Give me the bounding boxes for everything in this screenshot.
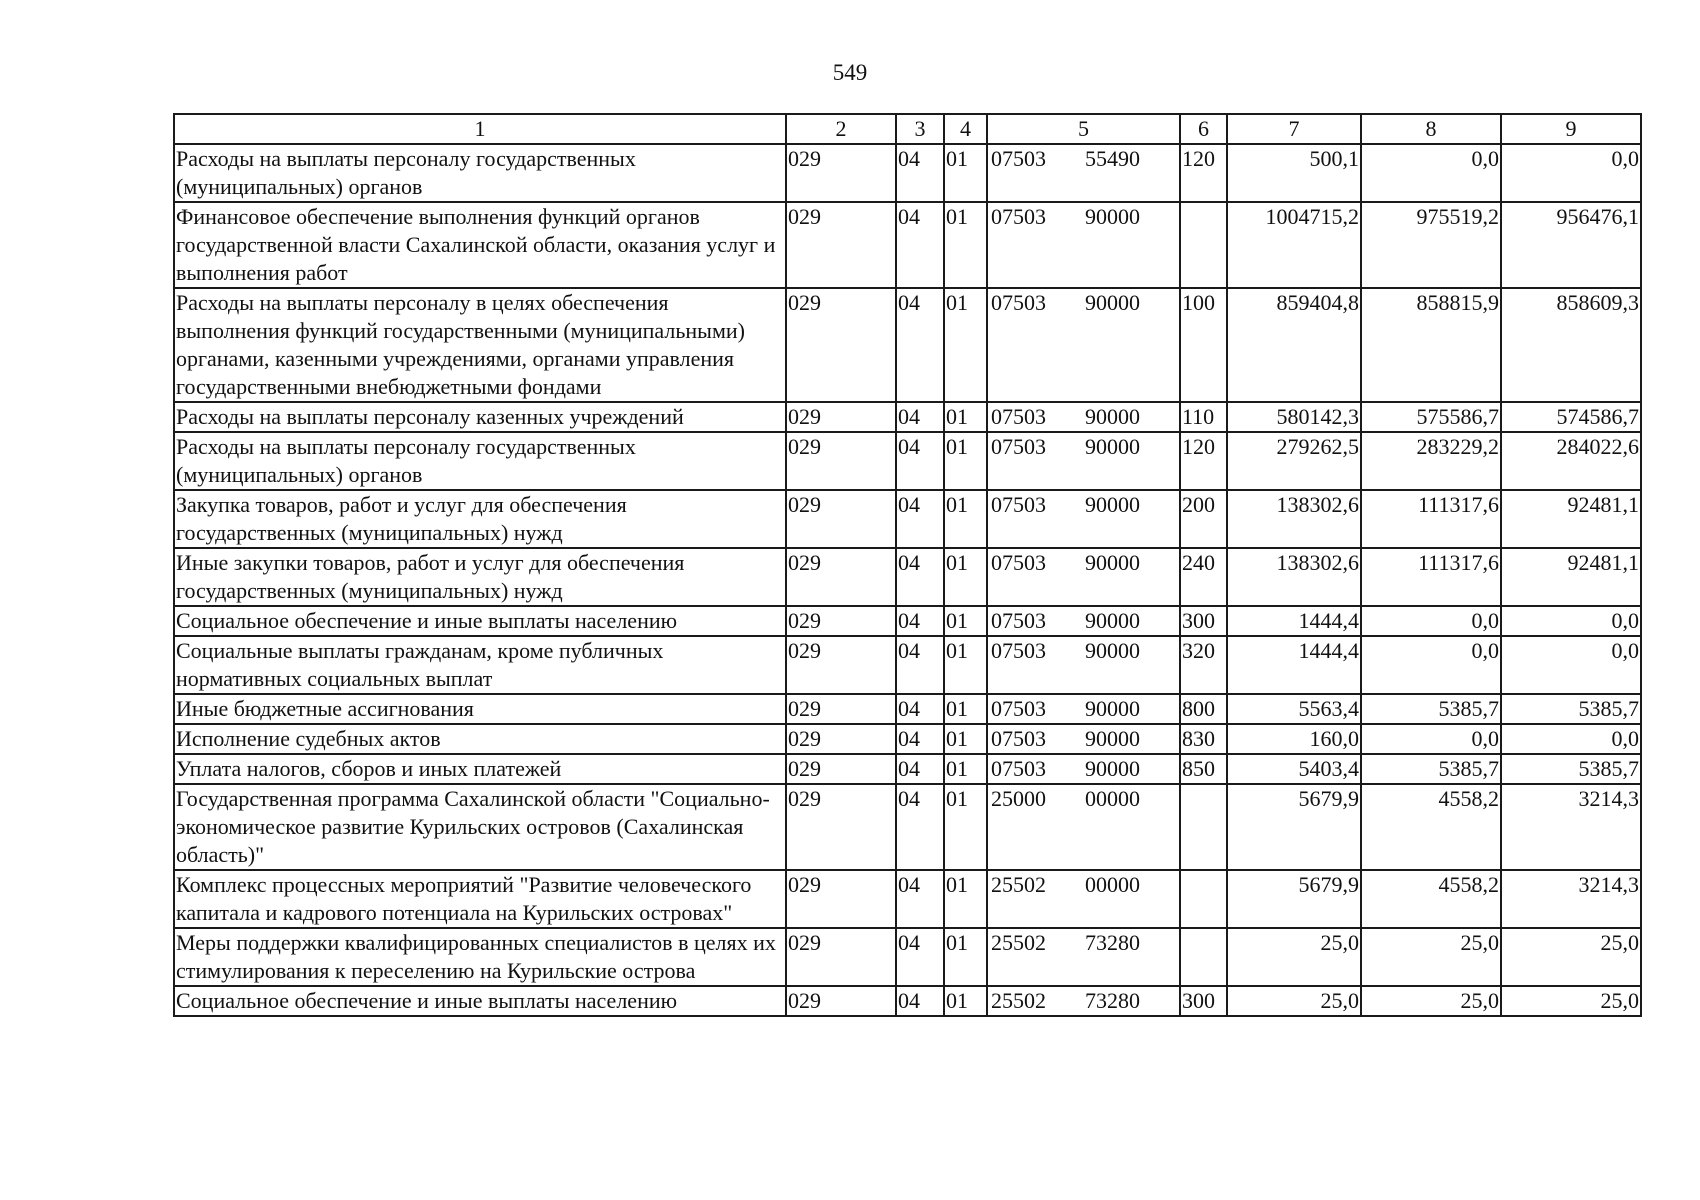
target-article-cell [987, 202, 1180, 288]
target-article-cell [987, 402, 1180, 432]
target-article-part2: 90000 [1085, 290, 1140, 315]
expense-type-cell: 120 [1180, 432, 1227, 490]
row-name-cell: Социальные выплаты гражданам, кроме публичных нормативных социальных выплат [174, 636, 786, 694]
amount-col9-cell: 0,0 [1501, 724, 1641, 754]
table-row [174, 754, 1641, 784]
amount-col7-cell: 279262,5 [1227, 432, 1361, 490]
target-article-part1: 07503 [991, 492, 1046, 517]
grbs-code-cell: 029 [786, 928, 896, 986]
row-name-cell: Государственная программа Сахалинской области "Социально-экономическое развитие Курильских островов (Сахалинская область)" [174, 784, 786, 870]
amount-col9-cell: 284022,6 [1501, 432, 1641, 490]
table-row [174, 402, 1641, 432]
amount-col9-cell: 92481,1 [1501, 548, 1641, 606]
subsection-code-cell: 01 [944, 432, 987, 490]
subsection-code-cell: 01 [944, 694, 987, 724]
section-code-cell: 04 [896, 144, 944, 202]
grbs-code-cell: 029 [786, 636, 896, 694]
expense-type-cell: 830 [1180, 724, 1227, 754]
grbs-code-cell: 029 [786, 144, 896, 202]
amount-col9-cell: 0,0 [1501, 144, 1641, 202]
target-article-cell [987, 724, 1180, 754]
amount-col8-cell: 858815,9 [1361, 288, 1501, 402]
target-article-part1: 07503 [991, 204, 1046, 229]
column-header: 5 [987, 114, 1180, 144]
target-article-cell [987, 548, 1180, 606]
column-header: 9 [1501, 114, 1641, 144]
target-article-cell [987, 490, 1180, 548]
grbs-code-cell: 029 [786, 548, 896, 606]
grbs-code-cell: 029 [786, 432, 896, 490]
section-code-cell: 04 [896, 636, 944, 694]
amount-col8-cell: 975519,2 [1361, 202, 1501, 288]
section-code-cell: 04 [896, 548, 944, 606]
amount-col8-cell: 0,0 [1361, 636, 1501, 694]
grbs-code-cell: 029 [786, 606, 896, 636]
column-header: 4 [944, 114, 987, 144]
subsection-code-cell: 01 [944, 490, 987, 548]
row-name-cell: Расходы на выплаты персоналу государственных (муниципальных) органов [174, 144, 786, 202]
target-article-part2: 90000 [1085, 608, 1140, 633]
target-article-cell [987, 144, 1180, 202]
target-article-part1: 25502 [991, 930, 1046, 955]
expense-type-cell: 200 [1180, 490, 1227, 548]
column-header: 2 [786, 114, 896, 144]
table-row [174, 432, 1641, 490]
amount-col9-cell: 25,0 [1501, 928, 1641, 986]
amount-col9-cell: 0,0 [1501, 636, 1641, 694]
target-article-part1: 07503 [991, 726, 1046, 751]
target-article-part2: 90000 [1085, 550, 1140, 575]
target-article-part2: 90000 [1085, 492, 1140, 517]
target-article-part2: 90000 [1085, 696, 1140, 721]
amount-col8-cell: 5385,7 [1361, 754, 1501, 784]
column-header: 1 [174, 114, 786, 144]
section-code-cell: 04 [896, 754, 944, 784]
subsection-code-cell: 01 [944, 986, 987, 1016]
amount-col9-cell: 5385,7 [1501, 754, 1641, 784]
table-row [174, 724, 1641, 754]
amount-col7-cell: 25,0 [1227, 928, 1361, 986]
table-row [174, 144, 1641, 202]
amount-col7-cell: 5403,4 [1227, 754, 1361, 784]
expense-type-cell: 100 [1180, 288, 1227, 402]
target-article-part1: 25000 [991, 786, 1046, 811]
grbs-code-cell: 029 [786, 724, 896, 754]
expense-type-cell: 240 [1180, 548, 1227, 606]
target-article-cell [987, 986, 1180, 1016]
amount-col8-cell: 25,0 [1361, 986, 1501, 1016]
subsection-code-cell: 01 [944, 724, 987, 754]
section-code-cell: 04 [896, 202, 944, 288]
subsection-code-cell: 01 [944, 636, 987, 694]
amount-col8-cell: 4558,2 [1361, 870, 1501, 928]
amount-col9-cell: 3214,3 [1501, 870, 1641, 928]
target-article-cell [987, 784, 1180, 870]
row-name-cell: Расходы на выплаты персоналу казенных учреждений [174, 402, 786, 432]
amount-col7-cell: 859404,8 [1227, 288, 1361, 402]
subsection-code-cell: 01 [944, 606, 987, 636]
table-row [174, 288, 1641, 402]
amount-col9-cell: 858609,3 [1501, 288, 1641, 402]
amount-col7-cell: 5679,9 [1227, 870, 1361, 928]
row-name-cell: Финансовое обеспечение выполнения функций органов государственной власти Сахалинской области, оказания услуг и выполнения работ [174, 202, 786, 288]
grbs-code-cell: 029 [786, 784, 896, 870]
table-row [174, 202, 1641, 288]
amount-col8-cell: 111317,6 [1361, 548, 1501, 606]
target-article-part2: 73280 [1085, 988, 1140, 1013]
expense-type-cell [1180, 928, 1227, 986]
grbs-code-cell: 029 [786, 986, 896, 1016]
column-header: 3 [896, 114, 944, 144]
expense-type-cell: 300 [1180, 986, 1227, 1016]
target-article-part2: 90000 [1085, 726, 1140, 751]
table-row [174, 870, 1641, 928]
page-number: 549 [832, 60, 868, 85]
budget-table [173, 113, 1642, 1017]
target-article-part2: 90000 [1085, 404, 1140, 429]
target-article-part2: 90000 [1085, 204, 1140, 229]
section-code-cell: 04 [896, 402, 944, 432]
amount-col8-cell: 25,0 [1361, 928, 1501, 986]
row-name-cell: Меры поддержки квалифицированных специалистов в целях их стимулирования к переселению на Курильские острова [174, 928, 786, 986]
target-article-part1: 07503 [991, 550, 1046, 575]
amount-col8-cell: 0,0 [1361, 724, 1501, 754]
target-article-part1: 07503 [991, 146, 1046, 171]
target-article-part1: 07503 [991, 290, 1046, 315]
row-name-cell: Иные бюджетные ассигнования [174, 694, 786, 724]
table-row [174, 694, 1641, 724]
amount-col8-cell: 0,0 [1361, 144, 1501, 202]
column-header: 6 [1180, 114, 1227, 144]
grbs-code-cell: 029 [786, 490, 896, 548]
amount-col7-cell: 5563,4 [1227, 694, 1361, 724]
amount-col9-cell: 0,0 [1501, 606, 1641, 636]
amount-col8-cell: 5385,7 [1361, 694, 1501, 724]
section-code-cell: 04 [896, 432, 944, 490]
target-article-cell [987, 288, 1180, 402]
amount-col7-cell: 138302,6 [1227, 490, 1361, 548]
target-article-cell [987, 636, 1180, 694]
table-row [174, 636, 1641, 694]
grbs-code-cell: 029 [786, 202, 896, 288]
subsection-code-cell: 01 [944, 202, 987, 288]
target-article-part1: 07503 [991, 756, 1046, 781]
grbs-code-cell: 029 [786, 694, 896, 724]
subsection-code-cell: 01 [944, 402, 987, 432]
row-name-cell: Иные закупки товаров, работ и услуг для обеспечения государственных (муниципальных) нужд [174, 548, 786, 606]
row-name-cell: Исполнение судебных актов [174, 724, 786, 754]
target-article-part2: 90000 [1085, 638, 1140, 663]
row-name-cell: Социальное обеспечение и иные выплаты населению [174, 986, 786, 1016]
subsection-code-cell: 01 [944, 754, 987, 784]
amount-col9-cell: 5385,7 [1501, 694, 1641, 724]
amount-col7-cell: 500,1 [1227, 144, 1361, 202]
expense-type-cell: 850 [1180, 754, 1227, 784]
expense-type-cell [1180, 784, 1227, 870]
table-row [174, 784, 1641, 870]
target-article-part2: 00000 [1085, 786, 1140, 811]
target-article-part2: 73280 [1085, 930, 1140, 955]
target-article-part1: 07503 [991, 638, 1046, 663]
amount-col7-cell: 580142,3 [1227, 402, 1361, 432]
target-article-cell [987, 606, 1180, 636]
expense-type-cell: 110 [1180, 402, 1227, 432]
target-article-part1: 07503 [991, 404, 1046, 429]
grbs-code-cell: 029 [786, 402, 896, 432]
section-code-cell: 04 [896, 288, 944, 402]
section-code-cell: 04 [896, 694, 944, 724]
subsection-code-cell: 01 [944, 548, 987, 606]
subsection-code-cell: 01 [944, 144, 987, 202]
subsection-code-cell: 01 [944, 928, 987, 986]
amount-col8-cell: 0,0 [1361, 606, 1501, 636]
row-name-cell: Расходы на выплаты персоналу в целях обеспечения выполнения функций государственными (муниципальными) органами, казенными учреждениями, органами управления государственными внебюджетными фондами [174, 288, 786, 402]
expense-type-cell: 300 [1180, 606, 1227, 636]
expense-type-cell: 120 [1180, 144, 1227, 202]
grbs-code-cell: 029 [786, 754, 896, 784]
row-name-cell: Социальное обеспечение и иные выплаты населению [174, 606, 786, 636]
amount-col7-cell: 5679,9 [1227, 784, 1361, 870]
section-code-cell: 04 [896, 724, 944, 754]
expense-type-cell: 320 [1180, 636, 1227, 694]
amount-col9-cell: 92481,1 [1501, 490, 1641, 548]
expense-type-cell: 800 [1180, 694, 1227, 724]
amount-col8-cell: 4558,2 [1361, 784, 1501, 870]
table-row [174, 548, 1641, 606]
amount-col9-cell: 956476,1 [1501, 202, 1641, 288]
target-article-cell [987, 694, 1180, 724]
table-row [174, 606, 1641, 636]
amount-col7-cell: 1444,4 [1227, 636, 1361, 694]
amount-col7-cell: 1004715,2 [1227, 202, 1361, 288]
row-name-cell: Закупка товаров, работ и услуг для обеспечения государственных (муниципальных) нужд [174, 490, 786, 548]
amount-col8-cell: 283229,2 [1361, 432, 1501, 490]
table-row [174, 986, 1641, 1016]
target-article-cell [987, 432, 1180, 490]
grbs-code-cell: 029 [786, 288, 896, 402]
amount-col8-cell: 111317,6 [1361, 490, 1501, 548]
target-article-cell [987, 754, 1180, 784]
table-row [174, 490, 1641, 548]
grbs-code-cell: 029 [786, 870, 896, 928]
amount-col9-cell: 25,0 [1501, 986, 1641, 1016]
amount-col7-cell: 138302,6 [1227, 548, 1361, 606]
target-article-cell [987, 870, 1180, 928]
target-article-cell [987, 928, 1180, 986]
target-article-part1: 07503 [991, 608, 1046, 633]
subsection-code-cell: 01 [944, 784, 987, 870]
target-article-part2: 90000 [1085, 434, 1140, 459]
section-code-cell: 04 [896, 490, 944, 548]
row-name-cell: Комплекс процессных мероприятий "Развитие человеческого капитала и кадрового потенциала на Курильских островах" [174, 870, 786, 928]
target-article-part1: 07503 [991, 696, 1046, 721]
section-code-cell: 04 [896, 870, 944, 928]
column-header: 8 [1361, 114, 1501, 144]
subsection-code-cell: 01 [944, 288, 987, 402]
section-code-cell: 04 [896, 606, 944, 636]
amount-col7-cell: 25,0 [1227, 986, 1361, 1016]
header-row [174, 114, 1641, 144]
amount-col7-cell: 1444,4 [1227, 606, 1361, 636]
target-article-part1: 07503 [991, 434, 1046, 459]
column-header: 7 [1227, 114, 1361, 144]
row-name-cell: Уплата налогов, сборов и иных платежей [174, 754, 786, 784]
row-name-cell: Расходы на выплаты персоналу государственных (муниципальных) органов [174, 432, 786, 490]
expense-type-cell [1180, 870, 1227, 928]
section-code-cell: 04 [896, 928, 944, 986]
target-article-part2: 55490 [1085, 146, 1140, 171]
amount-col9-cell: 3214,3 [1501, 784, 1641, 870]
amount-col7-cell: 160,0 [1227, 724, 1361, 754]
amount-col9-cell: 574586,7 [1501, 402, 1641, 432]
section-code-cell: 04 [896, 986, 944, 1016]
section-code-cell: 04 [896, 784, 944, 870]
table-row [174, 928, 1641, 986]
target-article-part1: 25502 [991, 872, 1046, 897]
amount-col8-cell: 575586,7 [1361, 402, 1501, 432]
target-article-part1: 25502 [991, 988, 1046, 1013]
target-article-part2: 00000 [1085, 872, 1140, 897]
subsection-code-cell: 01 [944, 870, 987, 928]
target-article-part2: 90000 [1085, 756, 1140, 781]
expense-type-cell [1180, 202, 1227, 288]
